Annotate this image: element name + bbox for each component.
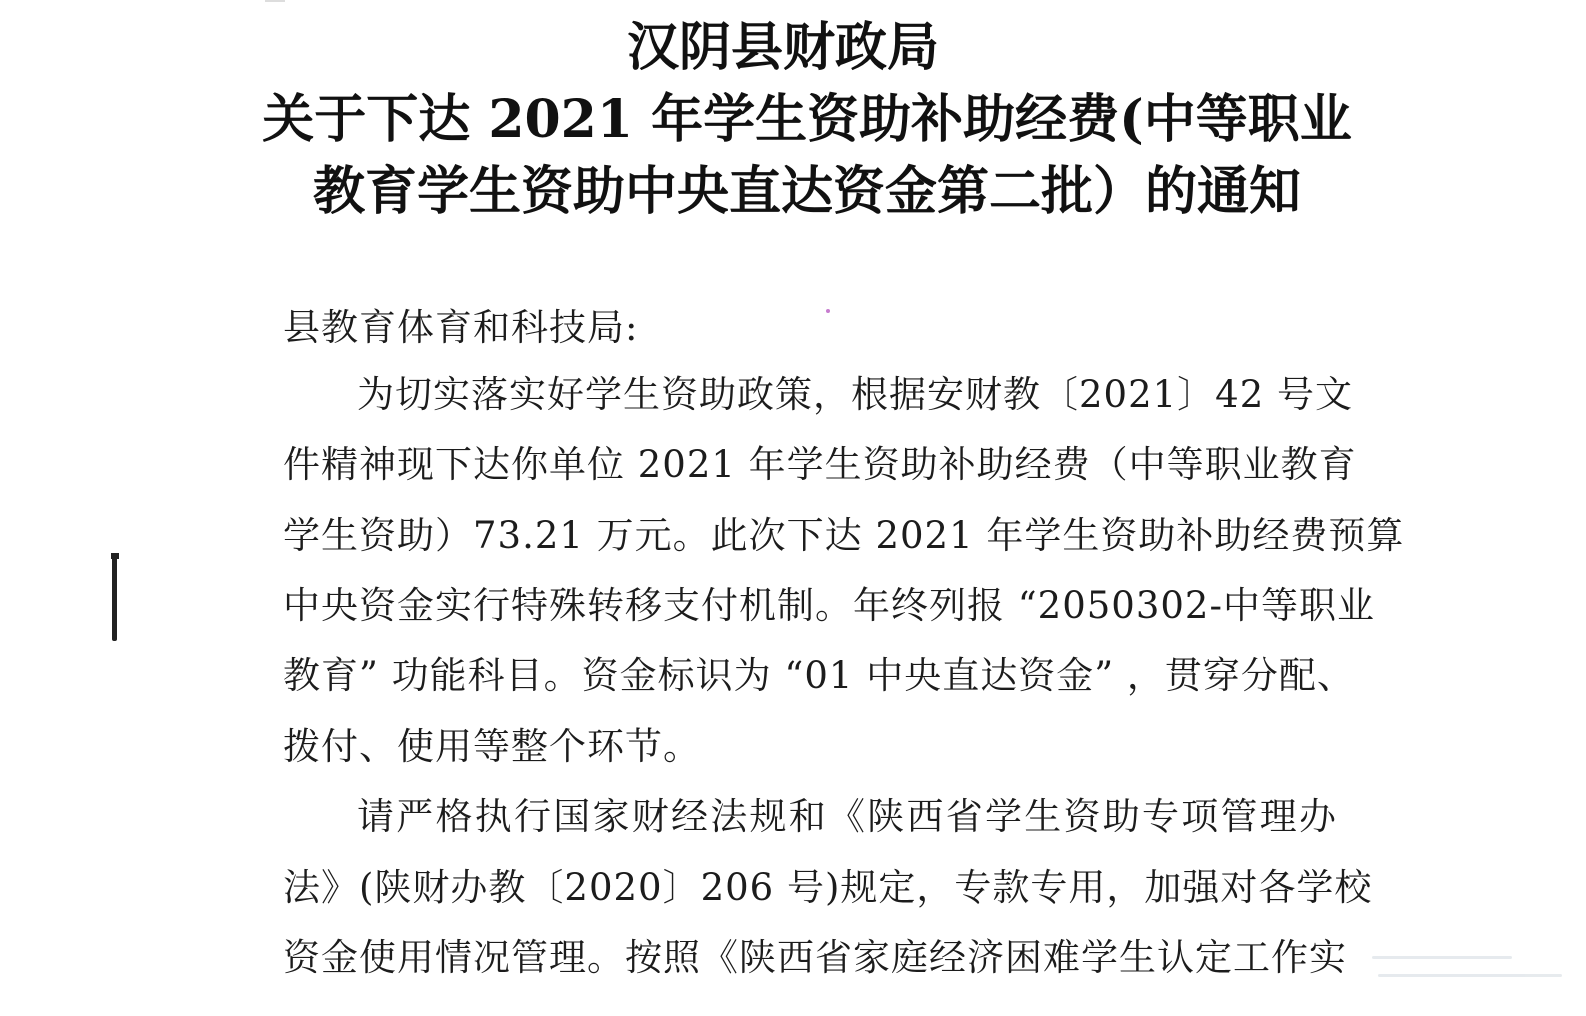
paragraph-1-line-4: 中央资金实行特殊转移支付机制。年终列报 “2050302-中等职业: [283, 584, 1375, 627]
site-watermark-icon: [1372, 948, 1572, 992]
paragraph-2-line-2: 法》(陕财办教〔2020〕206 号)规定，专款专用，加强对各学校: [283, 866, 1373, 909]
paragraph-1-line-5: 教育” 功能科目。资金标识为 “01 中央直达资金” ，贯穿分配、: [283, 654, 1355, 697]
paragraph-1-line-3: 学生资助）73.21 万元。此次下达 2021 年学生资助补助经费预算: [283, 514, 1405, 557]
scan-edge-mark: [265, 0, 285, 2]
paragraph-2-line-3: 资金使用情况管理。按照《陕西省家庭经济困难学生认定工作实: [283, 936, 1347, 979]
paragraph-2-line-1: 请严格执行国家财经法规和《陕西省学生资助专项管理办: [357, 795, 1337, 838]
document-title-issuer: 汉阴县财政局: [626, 17, 939, 78]
paragraph-1-line-1: 为切实落实好学生资助政策，根据安财教〔2021〕42 号文: [357, 373, 1354, 416]
document-title-line-3: 教育学生资助中央直达资金第二批）的通知: [312, 161, 1301, 222]
paragraph-1-line-2: 件精神现下达你单位 2021 年学生资助补助经费（中等职业教育: [283, 443, 1357, 486]
paragraph-1-line-6: 拨付、使用等整个环节。: [283, 725, 701, 768]
document-title-line-2: 关于下达 2021 年学生资助补助经费(中等职业: [262, 89, 1352, 150]
recipient-line: 县教育体育和科技局:: [283, 306, 639, 349]
binding-mark: [112, 553, 117, 641]
